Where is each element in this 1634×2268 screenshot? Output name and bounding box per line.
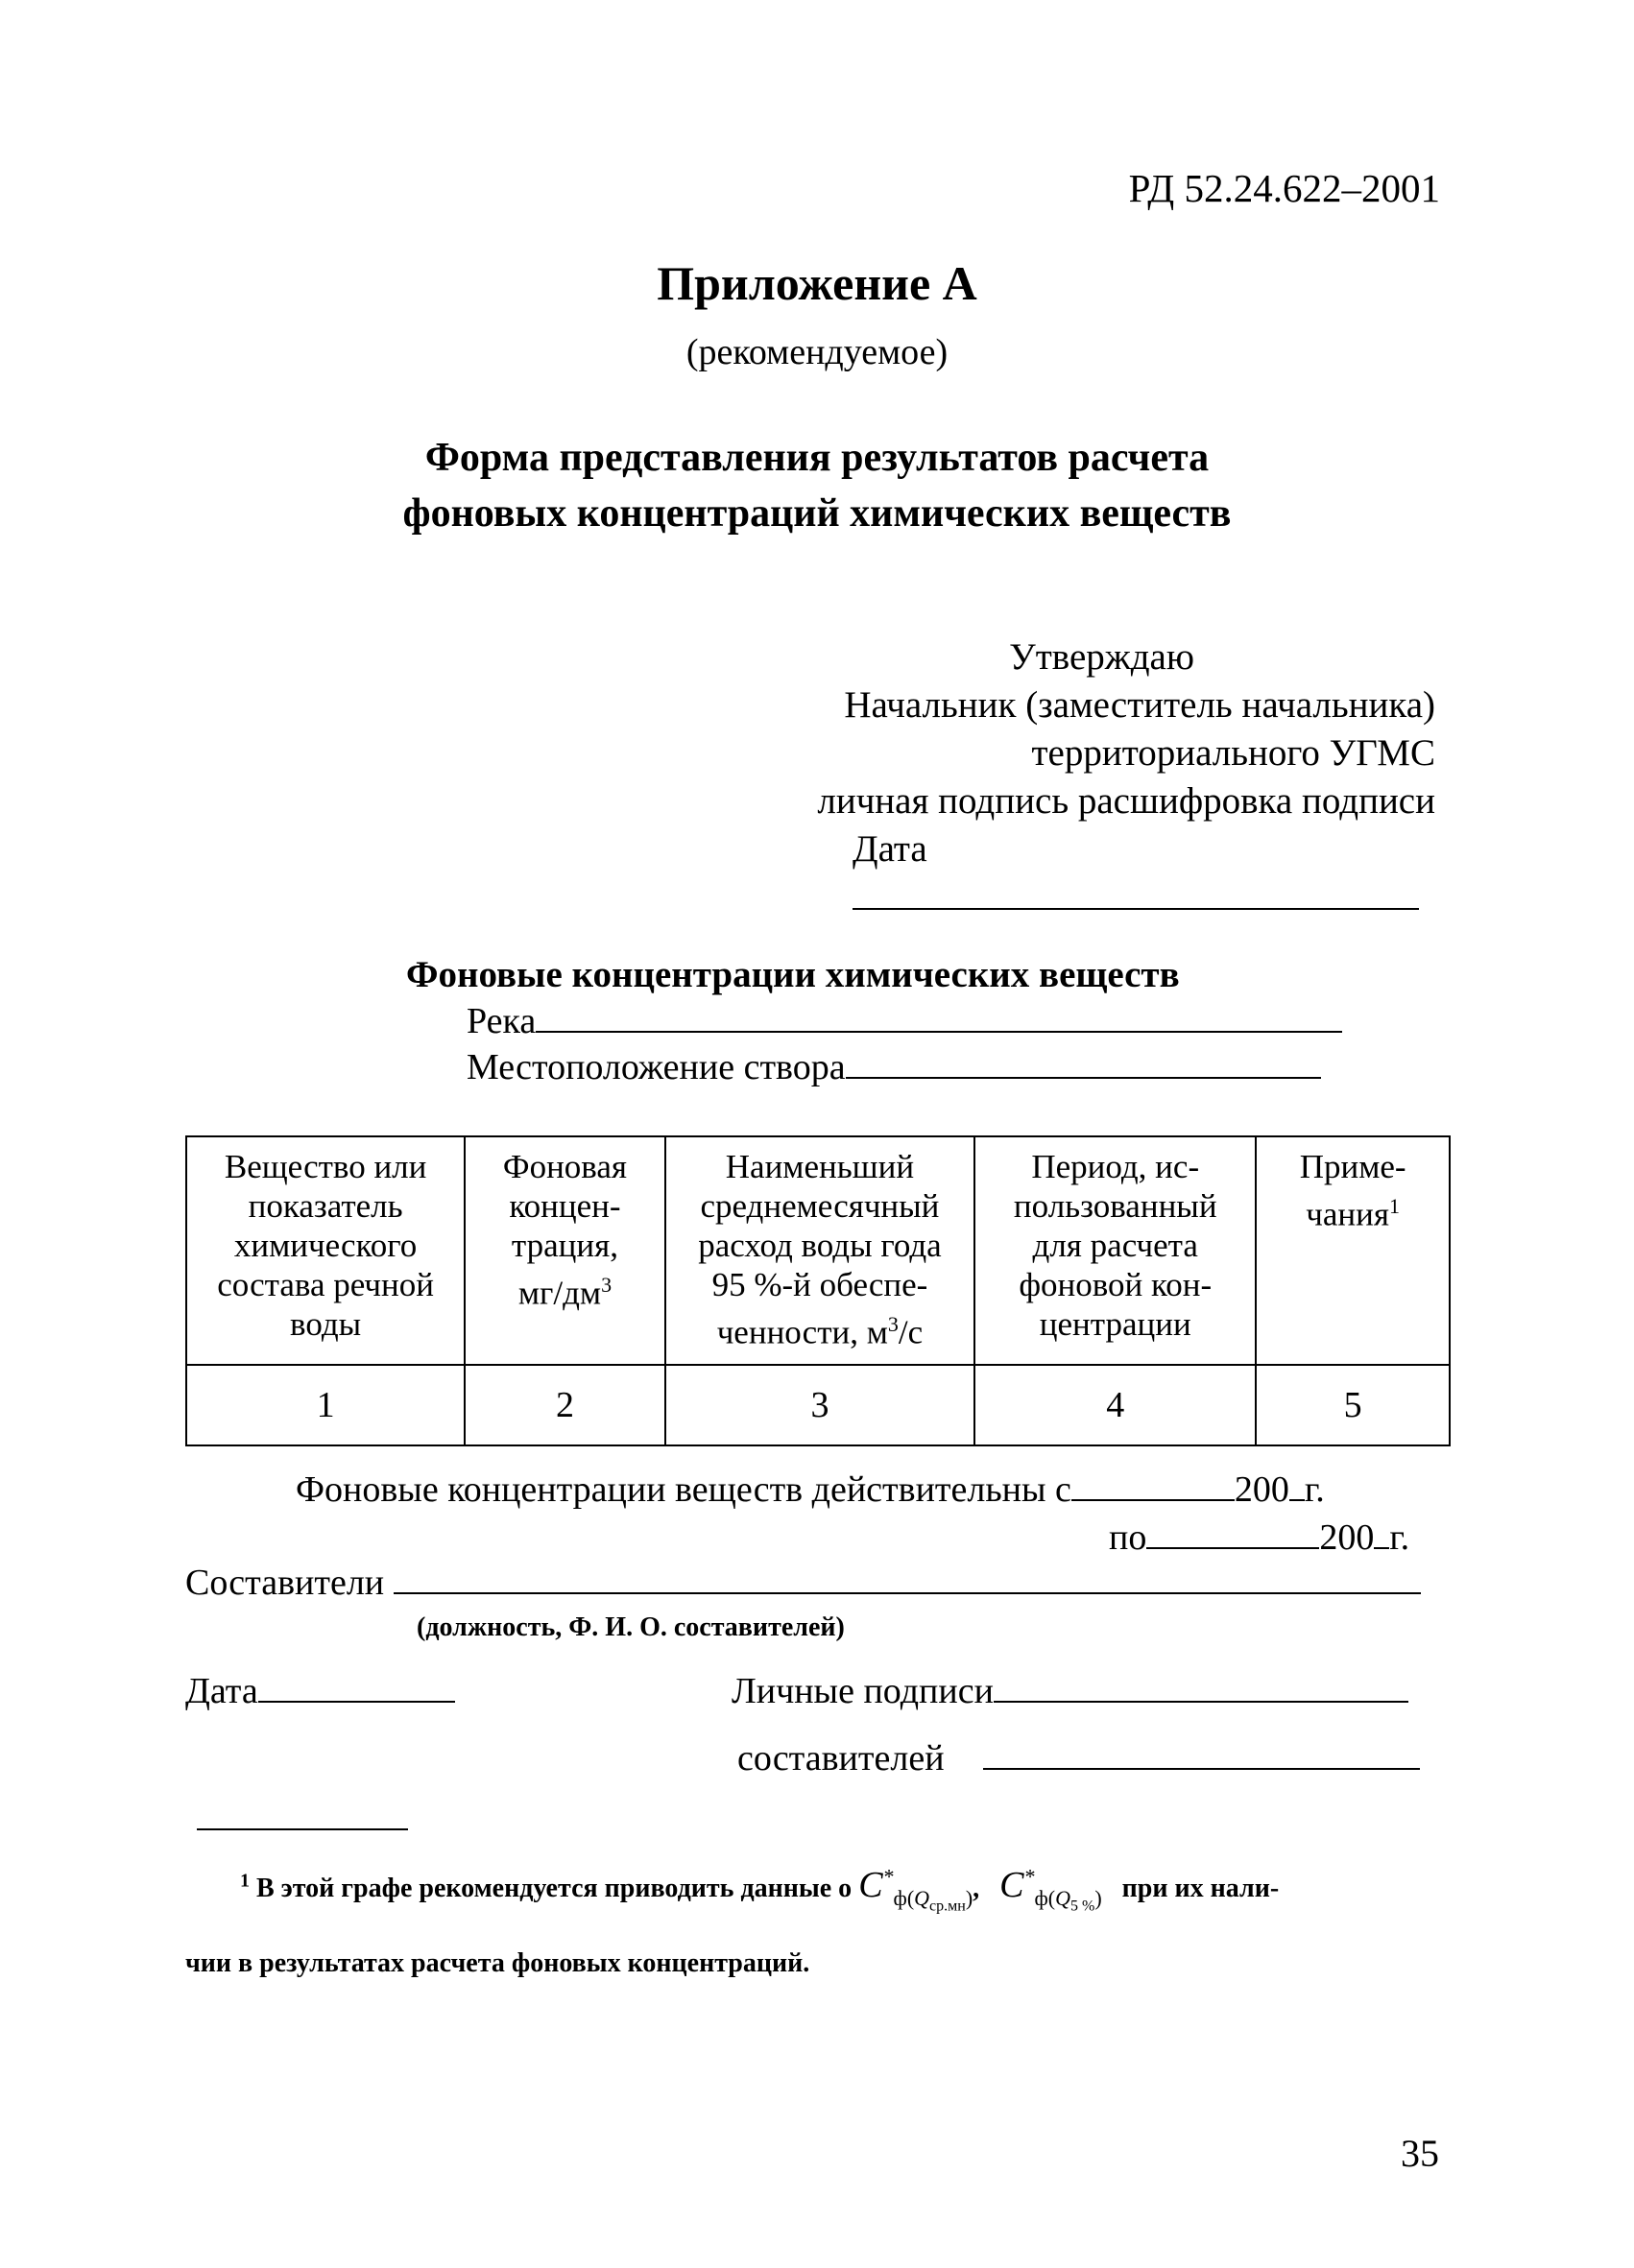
- validity-to-label: по: [1109, 1517, 1147, 1558]
- signatures-label-2: составителей: [737, 1738, 945, 1779]
- approve-date-field[interactable]: [853, 873, 1419, 910]
- table-cell: 1: [186, 1365, 465, 1445]
- appendix-subtitle: (рекомендуемое): [685, 332, 949, 372]
- approve-head: Начальник (заместитель начальника): [844, 684, 1435, 726]
- table-header-cell: Фоновая концен- трация, $мг/дм^3$: [465, 1136, 665, 1365]
- year-blank: [1289, 1467, 1305, 1501]
- validity-to-year: 200: [1319, 1517, 1375, 1558]
- approve-office: территориального УГМС: [1031, 732, 1435, 774]
- footnote: [240, 1864, 1279, 1915]
- validity-to-field[interactable]: [1146, 1515, 1319, 1549]
- validity-year-suffix: г.: [1389, 1517, 1410, 1558]
- compilers-row: [185, 1560, 1421, 1604]
- table-header-row: [186, 1136, 1450, 1365]
- signatures-row: [732, 1668, 1408, 1712]
- validity-from-field[interactable]: [1071, 1467, 1235, 1501]
- validity-from-year: 200: [1234, 1469, 1289, 1510]
- table-header-cell: Вещество или показатель химического состава речной воды: [186, 1136, 465, 1365]
- approve-signature: личная подпись расшифровка подписи: [817, 780, 1435, 822]
- table-cell: 5: [1256, 1365, 1450, 1445]
- formula-separator: ,: [973, 1874, 980, 1903]
- formula-c-q-mn: $C^*_{ф(Q_{ср.мн})}$: [858, 1864, 973, 1914]
- appendix-title: Приложение А: [657, 256, 977, 310]
- table-header-cell: Наименьший среднемесячный расход воды года 95 %-й обеспе- ченности, $м^3/с$: [665, 1136, 974, 1365]
- approve-label: Утверждаю: [1009, 636, 1194, 678]
- form-title-line-1: Форма представления результатов расчета: [424, 436, 1210, 480]
- approve-date-row: [667, 825, 1435, 922]
- validity-from-row: [296, 1467, 1325, 1511]
- river-row: [467, 998, 1342, 1042]
- form-title: [0, 430, 1634, 541]
- footnote-text: В этой графе рекомендуется приводить данные о: [256, 1874, 853, 1903]
- compilers-date-label: Дата: [185, 1671, 258, 1711]
- river-label: Река: [467, 1001, 537, 1041]
- year-blank: [1374, 1515, 1389, 1549]
- location-label: Местоположение створа: [467, 1047, 846, 1087]
- signatures-label: Личные подписи: [732, 1671, 994, 1711]
- table-header-cell: Период, ис- пользованный для расчета фоновой кон- центрации: [974, 1136, 1256, 1365]
- validity-year-suffix: г.: [1304, 1469, 1325, 1510]
- footnote-continuation: чии в результатах расчета фоновых концентраций.: [185, 1948, 810, 1978]
- signatures-row-2: [737, 1735, 1420, 1779]
- table-cell: 3: [665, 1365, 974, 1445]
- section-title: Фоновые концентрации химических веществ: [406, 954, 1180, 995]
- document-code: РД 52.24.622–2001: [1128, 166, 1440, 210]
- footnote-rule: [197, 1828, 408, 1830]
- location-field[interactable]: [846, 1044, 1321, 1079]
- compilers-caption: (должность, Ф. И. О. составителей): [417, 1612, 845, 1642]
- validity-from-label: Фоновые концентрации веществ действительны с: [296, 1469, 1071, 1510]
- compilers-date-row: [185, 1668, 455, 1712]
- approve-date-label: Дата: [853, 828, 927, 870]
- signatures-field[interactable]: [994, 1668, 1408, 1703]
- footnote-mark: 1: [240, 1870, 250, 1892]
- table-cell: 4: [974, 1365, 1256, 1445]
- compilers-label: Составители: [185, 1563, 385, 1603]
- footnote-text-end: при их нали-: [1121, 1874, 1280, 1903]
- concentrations-table: [185, 1135, 1451, 1446]
- compilers-field[interactable]: [394, 1560, 1421, 1594]
- validity-to-row: [1109, 1515, 1409, 1559]
- river-field[interactable]: [536, 998, 1342, 1033]
- table-cell: 2: [465, 1365, 665, 1445]
- formula-c-q-5: $C^*_{ф(Q_{5 \%})}$: [999, 1864, 1102, 1914]
- table-number-row: [186, 1365, 1450, 1445]
- location-row: [467, 1044, 1321, 1088]
- form-title-line-2: фоновых концентраций химических веществ: [402, 491, 1232, 536]
- page-number: 35: [1401, 2132, 1439, 2175]
- compilers-date-field[interactable]: [258, 1668, 455, 1703]
- approval-block: [667, 633, 1435, 922]
- signatures-field-2[interactable]: [983, 1735, 1420, 1770]
- table-header-cell: Приме- чания$^1$: [1256, 1136, 1450, 1365]
